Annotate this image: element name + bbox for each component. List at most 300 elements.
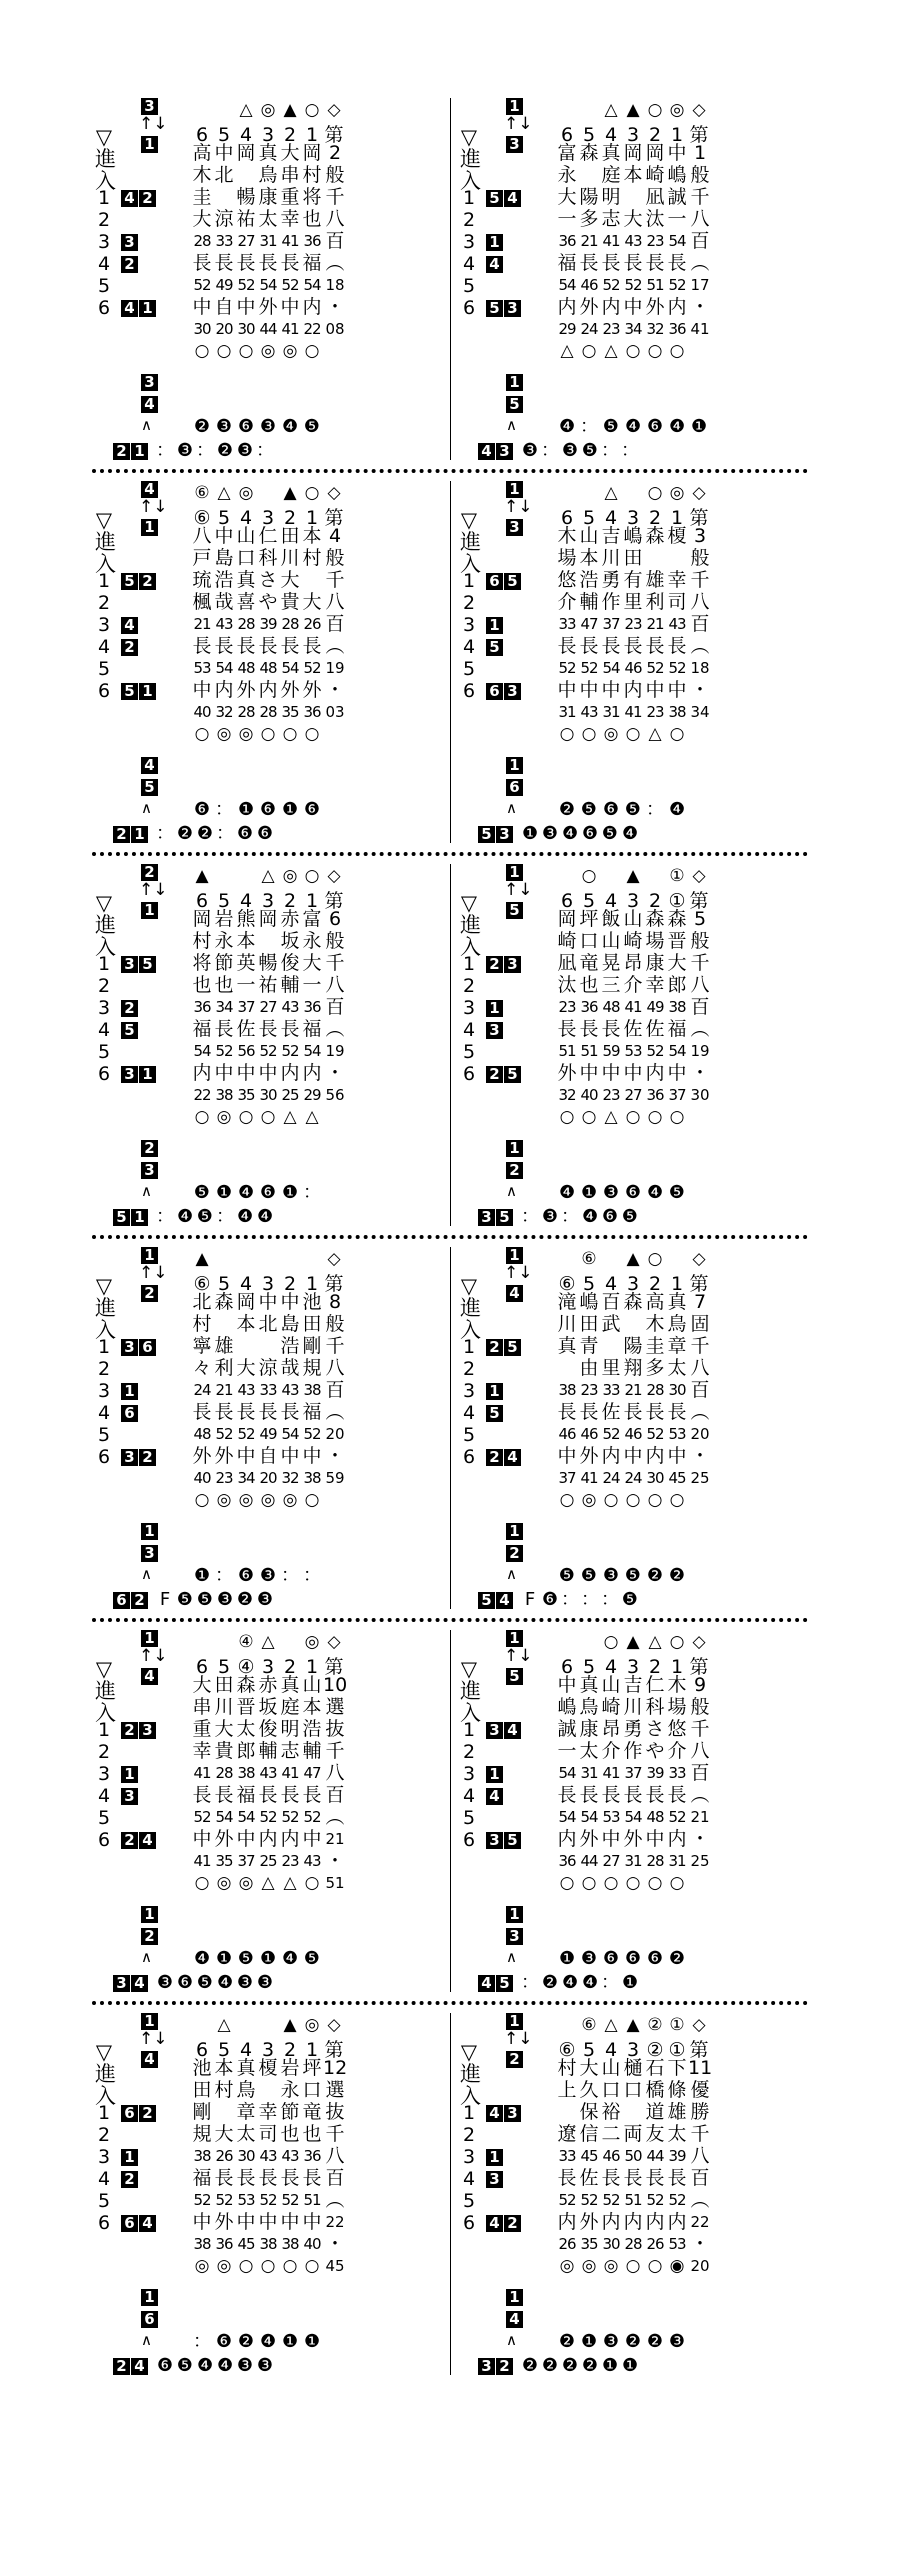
result-row bbox=[113, 823, 275, 845]
racer-names4: 一 bbox=[557, 208, 577, 230]
shinnyu-label: 入 bbox=[95, 2084, 116, 2108]
lane-number: 4 bbox=[604, 890, 618, 912]
race-row bbox=[95, 1247, 805, 1630]
racer-preds: ◎ bbox=[238, 1873, 254, 1893]
race-row bbox=[95, 2013, 805, 2396]
racer-preds: ○ bbox=[304, 2256, 320, 2276]
prediction-mark: ⑥ bbox=[194, 483, 210, 503]
racer-names3: 陽 bbox=[579, 186, 599, 208]
finish-order-row bbox=[556, 2331, 688, 2353]
start-boxes bbox=[486, 1830, 522, 1849]
start-box: 3 bbox=[121, 1449, 138, 1466]
racer-course: 中 bbox=[645, 1828, 665, 1850]
position-number: 1 bbox=[97, 570, 111, 592]
racer-grade: 長 bbox=[667, 252, 687, 274]
dot: ・ bbox=[690, 1445, 710, 1467]
prediction-mark: ◇ bbox=[692, 100, 706, 120]
result-box: 3 bbox=[496, 826, 513, 843]
racer-names1: 大 bbox=[579, 2057, 599, 2079]
top-box: 1 bbox=[141, 1247, 158, 1264]
start-boxes bbox=[121, 2169, 139, 2188]
racer-preds: ○ bbox=[559, 1107, 575, 1127]
prediction-mark: ◇ bbox=[327, 2015, 341, 2035]
racer-grade: 長 bbox=[623, 635, 643, 657]
start-boxes bbox=[121, 637, 139, 656]
racer-grade: 佐 bbox=[579, 2167, 599, 2189]
distance-sen: 千 bbox=[690, 186, 710, 208]
racer-column bbox=[191, 908, 213, 1128]
result-mark: ： bbox=[216, 1206, 234, 1227]
racer-names4: 翔 bbox=[623, 1357, 643, 1379]
result-tail bbox=[155, 440, 275, 461]
result-mark: ❹ bbox=[561, 823, 579, 844]
position-number: 5 bbox=[462, 1424, 476, 1446]
racer-names2: 久 bbox=[579, 2079, 599, 2101]
racer-st2: 52 bbox=[237, 276, 255, 294]
racer-st1: 43 bbox=[259, 2147, 277, 2165]
start-box: 6 bbox=[486, 573, 503, 590]
racer-st2: 54 bbox=[215, 1808, 233, 1826]
arrow-box: 4 bbox=[506, 1285, 523, 1302]
racer-names4: 大 bbox=[236, 1357, 256, 1379]
racer-st2: 52 bbox=[646, 659, 664, 677]
racer-st1: 49 bbox=[646, 998, 664, 1016]
racer-st3: 28 bbox=[259, 703, 277, 721]
lane-number: 3 bbox=[626, 1273, 640, 1295]
race-type: 優 bbox=[690, 2079, 710, 2101]
racer-st3: 31 bbox=[668, 1852, 686, 1870]
top-box: 1 bbox=[506, 481, 523, 498]
racer-st1: 41 bbox=[624, 998, 642, 1016]
racer-st1: 28 bbox=[281, 615, 299, 633]
racer-names3: 琉 bbox=[192, 569, 212, 591]
racer-names1: 中 bbox=[557, 1674, 577, 1696]
racer-st3: 53 bbox=[668, 2235, 686, 2253]
racer-course: 中 bbox=[192, 679, 212, 701]
caret-mark: ∧ bbox=[506, 799, 517, 817]
prediction-mark: ◎ bbox=[304, 1632, 320, 1652]
race-type: 般 bbox=[690, 930, 710, 952]
racer-names2: 永 bbox=[302, 930, 322, 952]
racer-grade: 長 bbox=[579, 1018, 599, 1040]
start-boxes bbox=[486, 2213, 522, 2232]
shinnyu-label: ▽ bbox=[460, 1274, 478, 1298]
racer-names4: 利 bbox=[214, 1357, 234, 1379]
result-box: 3 bbox=[478, 2358, 495, 2375]
position-number: 1 bbox=[97, 1336, 111, 1358]
racer-names1: 真 bbox=[579, 1674, 599, 1696]
start-box: 1 bbox=[121, 1383, 138, 1400]
racer-names2: 場 bbox=[667, 1696, 687, 1718]
racer-course: 内 bbox=[280, 1062, 300, 1084]
paren-top: ︵ bbox=[690, 1784, 710, 1806]
race-prefix: 第 bbox=[324, 124, 344, 146]
paren-top: ︵ bbox=[325, 1806, 345, 1828]
racer-names2: 鳥 bbox=[667, 1313, 687, 1335]
position-number: 3 bbox=[97, 2146, 111, 2168]
shinnyu-label: 進 bbox=[460, 147, 481, 171]
caret-mark: ∧ bbox=[506, 1948, 517, 1966]
racer-column bbox=[556, 1674, 578, 1894]
finish-order: ❸ bbox=[215, 416, 233, 437]
lane-number: 4 bbox=[239, 507, 253, 529]
racer-course: 内 bbox=[667, 2211, 687, 2233]
top-box: 2 bbox=[141, 864, 158, 881]
racer-names3: 有 bbox=[623, 569, 643, 591]
shinnyu-label: ▽ bbox=[95, 125, 113, 149]
racer-st1: 43 bbox=[281, 1381, 299, 1399]
start-box: 2 bbox=[486, 1339, 503, 1356]
lane-number: 6 bbox=[195, 124, 209, 146]
racer-st3: 28 bbox=[646, 1852, 664, 1870]
finish-order-row bbox=[556, 1182, 688, 1204]
racer-st3: 23 bbox=[281, 1852, 299, 1870]
finish-order-row bbox=[191, 1948, 323, 1970]
race-info-column bbox=[688, 525, 712, 723]
racer-names2: 橋 bbox=[645, 2079, 665, 2101]
dotted-separator bbox=[92, 1618, 808, 1622]
finish-order-row bbox=[191, 416, 323, 438]
racer-column bbox=[578, 525, 600, 745]
race-number: 12 bbox=[323, 2057, 348, 2079]
racer-names1: 嶋 bbox=[579, 1291, 599, 1313]
result-mark: ❺ bbox=[196, 1589, 214, 1610]
position-number: 4 bbox=[462, 1785, 476, 1807]
result-box: 5 bbox=[496, 1975, 513, 1992]
finish-order: ❷ bbox=[668, 1565, 686, 1586]
prediction-mark: ◎ bbox=[282, 866, 298, 886]
racer-names4: 也 bbox=[302, 208, 322, 230]
dot: ・ bbox=[325, 679, 345, 701]
racer-names3: 悠 bbox=[557, 569, 577, 591]
result-mark: F bbox=[524, 1589, 536, 1610]
finish-order: ❶ bbox=[558, 1948, 576, 1969]
racer-st1: 54 bbox=[668, 232, 686, 250]
racer-st3: 25 bbox=[281, 1086, 299, 1104]
racer-names1: 山 bbox=[601, 1674, 621, 1696]
racer-grade: 福 bbox=[667, 1018, 687, 1040]
distance-hachi: 八 bbox=[325, 1762, 345, 1784]
racer-grade: 長 bbox=[236, 635, 256, 657]
racer-names4: 志 bbox=[280, 1740, 300, 1762]
position-number: 2 bbox=[97, 975, 111, 997]
prediction-mark: ◇ bbox=[327, 1632, 341, 1652]
finish-order-row bbox=[556, 416, 710, 438]
start-box: 4 bbox=[121, 617, 138, 634]
result-box: 2 bbox=[113, 443, 130, 460]
below-box: 1 bbox=[506, 1523, 523, 1540]
racer-st3: 27 bbox=[602, 1852, 620, 1870]
racer-names4: 多 bbox=[645, 1357, 665, 1379]
race-prefix: 第 bbox=[689, 507, 709, 529]
racer-names2: 田 bbox=[302, 1313, 322, 1335]
start-box: 2 bbox=[121, 1000, 138, 1017]
racer-column bbox=[578, 1674, 600, 1894]
racer-names2: 鳥 bbox=[236, 2079, 256, 2101]
paren-top: ︵ bbox=[325, 1401, 345, 1423]
racer-course: 内 bbox=[623, 2211, 643, 2233]
racer-grade: 福 bbox=[236, 1784, 256, 1806]
result-box: 6 bbox=[113, 1592, 130, 1609]
racer-preds: ◉ bbox=[669, 2256, 685, 2276]
start-box: 5 bbox=[121, 1022, 138, 1039]
racer-st3: 31 bbox=[624, 1852, 642, 1870]
racer-grade: 長 bbox=[645, 635, 665, 657]
position-number: 3 bbox=[97, 231, 111, 253]
racer-st3: 38 bbox=[668, 703, 686, 721]
paren-top: ︵ bbox=[325, 1018, 345, 1040]
racer-st2: 52 bbox=[558, 659, 576, 677]
racer-st2: 53 bbox=[237, 2191, 255, 2209]
racer-preds: ◎ bbox=[581, 2256, 597, 2276]
shinnyu-label: ▽ bbox=[460, 891, 478, 915]
racer-column bbox=[622, 1291, 644, 1511]
result-box: 2 bbox=[113, 2358, 130, 2375]
shinnyu-label: ▽ bbox=[460, 2040, 478, 2064]
racer-preds: ○ bbox=[647, 1490, 663, 1510]
result-mark: ： bbox=[216, 823, 234, 844]
racer-names3: 圭 bbox=[192, 186, 212, 208]
racer-st2: 52 bbox=[580, 659, 598, 677]
racer-grade: 長 bbox=[623, 1784, 643, 1806]
lane-number: 4 bbox=[239, 2039, 253, 2061]
racer-names4: 司 bbox=[667, 591, 687, 613]
distance-hachi: 八 bbox=[690, 974, 710, 996]
racer-st3: 22 bbox=[193, 1086, 211, 1104]
racer-names1: 森 bbox=[579, 142, 599, 164]
lane-number: 3 bbox=[261, 1656, 275, 1678]
start-boxes bbox=[121, 998, 139, 1017]
racer-names4: や bbox=[645, 1740, 665, 1762]
racer-names4: 友 bbox=[645, 2123, 665, 2145]
racer-names3: 昂 bbox=[623, 952, 643, 974]
racer-names1: 森 bbox=[236, 1674, 256, 1696]
result-row bbox=[478, 1589, 640, 1611]
racer-preds: ○ bbox=[282, 724, 298, 744]
distance-hachi: 八 bbox=[325, 2145, 345, 2167]
racer-preds: ○ bbox=[282, 2256, 298, 2276]
racer-grade: 長 bbox=[579, 635, 599, 657]
result-box: 5 bbox=[113, 1209, 130, 1226]
result-mark: ❶ bbox=[521, 823, 539, 844]
racer-column bbox=[279, 1291, 301, 1511]
racer-grade: 長 bbox=[623, 1401, 643, 1423]
racer-names2: 坂 bbox=[280, 930, 300, 952]
racer-names3: 勇 bbox=[623, 1718, 643, 1740]
racer-st3: 35 bbox=[215, 1852, 233, 1870]
prediction-mark: ◇ bbox=[327, 100, 341, 120]
racer-names4: 貴 bbox=[214, 1740, 234, 1762]
lane-number: 4 bbox=[239, 890, 253, 912]
racer-names3: 真 bbox=[236, 569, 256, 591]
shinnyu-label: 入 bbox=[95, 1701, 116, 1725]
racer-names3: 雄 bbox=[645, 569, 665, 591]
racer-names4: 介 bbox=[623, 974, 643, 996]
racer-st2: 54 bbox=[281, 1425, 299, 1443]
racer-names4: 一 bbox=[302, 974, 322, 996]
racer-preds: ○ bbox=[559, 1490, 575, 1510]
racer-preds: ○ bbox=[625, 2256, 641, 2276]
racer-names4: 太 bbox=[667, 2123, 687, 2145]
prediction-mark: ○ bbox=[647, 483, 663, 503]
racer-st1: 41 bbox=[602, 232, 620, 250]
shinnyu-label: 入 bbox=[460, 2084, 481, 2108]
racer-course: 外 bbox=[214, 1828, 234, 1850]
finish-order: ❺ bbox=[303, 416, 321, 437]
racer-column bbox=[666, 2057, 688, 2277]
racer-preds: ○ bbox=[216, 341, 232, 361]
start-box: 3 bbox=[121, 1339, 138, 1356]
racer-st1: 38 bbox=[303, 1381, 321, 1399]
racer-names4 bbox=[556, 1357, 578, 1379]
racer-names1: 森 bbox=[667, 908, 687, 930]
column-divider bbox=[450, 1630, 451, 1992]
racer-grade: 長 bbox=[192, 252, 212, 274]
race-info-column bbox=[688, 1291, 712, 1489]
racer-column bbox=[644, 1674, 666, 1894]
top-box: 1 bbox=[506, 98, 523, 115]
finish-order: ❸ bbox=[602, 1565, 620, 1586]
result-mark: ❸ bbox=[236, 440, 254, 461]
racer-names3: 裕 bbox=[601, 2101, 621, 2123]
racer-preds: △ bbox=[604, 1107, 618, 1127]
result-tail bbox=[155, 1206, 275, 1227]
racer-st3: 30 bbox=[193, 320, 211, 338]
racer-st2: 51 bbox=[558, 1042, 576, 1060]
race-count: 22 bbox=[690, 2213, 710, 2231]
racer-st3: 32 bbox=[215, 703, 233, 721]
racer-st2: 52 bbox=[281, 276, 299, 294]
racer-st1: 39 bbox=[668, 2147, 686, 2165]
prediction-mark: ◇ bbox=[692, 866, 706, 886]
racer-st3: 35 bbox=[237, 1086, 255, 1104]
racer-names2: 串 bbox=[192, 1696, 212, 1718]
racer-column bbox=[301, 142, 323, 362]
racer-st3: 40 bbox=[580, 1086, 598, 1104]
racer-names1: 高 bbox=[192, 142, 212, 164]
result-box: 5 bbox=[496, 1209, 513, 1226]
racer-names1: 本 bbox=[214, 2057, 234, 2079]
racer-column bbox=[257, 142, 279, 362]
shinnyu-label: 入 bbox=[460, 1318, 481, 1342]
racer-st3: 20 bbox=[259, 1469, 277, 1487]
racer-names4: 喜 bbox=[236, 591, 256, 613]
race-type: 抜 bbox=[325, 2101, 345, 2123]
racer-names3: 浩 bbox=[579, 569, 599, 591]
prediction-marks-row bbox=[191, 100, 345, 120]
result-mark: ❸ bbox=[256, 1972, 274, 1993]
distance-hyaku: 百 bbox=[690, 1379, 710, 1401]
racer-st1: 43 bbox=[215, 615, 233, 633]
below-box: 2 bbox=[141, 1140, 158, 1157]
racer-names1: 中 bbox=[667, 142, 687, 164]
racer-names2: 村 bbox=[192, 1313, 212, 1335]
racer-preds: ○ bbox=[194, 341, 210, 361]
below-box: 2 bbox=[506, 1162, 523, 1179]
position-number: 3 bbox=[97, 1380, 111, 1402]
racer-st2: 51 bbox=[646, 276, 664, 294]
position-number: 5 bbox=[97, 275, 111, 297]
finish-order: ❷ bbox=[558, 2331, 576, 2352]
prediction-mark: ▲ bbox=[283, 100, 297, 120]
arrow-box: 5 bbox=[506, 902, 523, 919]
racer-names3: 大 bbox=[302, 952, 322, 974]
racer-names3: 道 bbox=[645, 2101, 665, 2123]
racer-course: 中 bbox=[236, 1828, 256, 1850]
race-type: 般 bbox=[325, 164, 345, 186]
position-number: 2 bbox=[462, 209, 476, 231]
racer-st2: 52 bbox=[668, 2191, 686, 2209]
racer-st2: 52 bbox=[259, 2191, 277, 2209]
result-mark: ❷ bbox=[176, 823, 194, 844]
result-row bbox=[113, 2355, 275, 2377]
racer-st3: 35 bbox=[580, 2235, 598, 2253]
shinnyu-label: 入 bbox=[460, 1701, 481, 1725]
lane-number: 1 bbox=[305, 507, 319, 529]
racer-grade: 長 bbox=[258, 2167, 278, 2189]
racer-names1: 岡 bbox=[302, 142, 322, 164]
lane-number: 4 bbox=[239, 1273, 253, 1295]
shinnyu-label: 進 bbox=[95, 1296, 116, 1320]
position-number: 6 bbox=[462, 680, 476, 702]
racer-course: 中 bbox=[214, 1062, 234, 1084]
racer-st1: 26 bbox=[215, 2147, 233, 2165]
lane-number: 1 bbox=[305, 124, 319, 146]
below-box: 2 bbox=[506, 1545, 523, 1562]
lane-number: 6 bbox=[560, 124, 574, 146]
finish-order: ❹ bbox=[193, 1948, 211, 1969]
racer-st3: 24 bbox=[580, 320, 598, 338]
racer-names1: 山 bbox=[302, 1674, 322, 1696]
racer-names4: 太 bbox=[258, 208, 278, 230]
racer-course: 中 bbox=[192, 296, 212, 318]
race-prefix: 第 bbox=[324, 1656, 344, 1678]
lane-number: 2 bbox=[283, 124, 297, 146]
updown-arrow-icon: ↑↓ bbox=[139, 880, 168, 900]
result-row bbox=[113, 1972, 275, 1994]
racer-st3: 40 bbox=[303, 2235, 321, 2253]
position-number: 1 bbox=[97, 2102, 111, 2124]
racer-st1: 28 bbox=[215, 1764, 233, 1782]
racer-preds: △ bbox=[604, 341, 618, 361]
lane-number: 2 bbox=[648, 890, 662, 912]
race-type: 勝 bbox=[690, 2101, 710, 2123]
top-box: 1 bbox=[506, 1630, 523, 1647]
racer-st3: 34 bbox=[237, 1469, 255, 1487]
start-boxes bbox=[486, 232, 504, 251]
updown-arrow-icon: ↑↓ bbox=[139, 497, 168, 517]
race-count: 21 bbox=[690, 1808, 710, 1826]
racer-names2: 本 bbox=[236, 1313, 256, 1335]
start-box: 6 bbox=[486, 683, 503, 700]
lane-number: ① bbox=[668, 890, 686, 912]
lane-number: 5 bbox=[582, 1273, 596, 1295]
racer-grade: 長 bbox=[192, 1784, 212, 1806]
lane-number: 5 bbox=[217, 507, 231, 529]
start-boxes bbox=[486, 1764, 504, 1783]
start-box: 4 bbox=[139, 2215, 156, 2232]
racer-names3: 将 bbox=[302, 186, 322, 208]
racer-names3: 幸 bbox=[667, 569, 687, 591]
racer-column bbox=[213, 142, 235, 362]
racer-names3: 暢 bbox=[258, 952, 278, 974]
distance-hyaku: 百 bbox=[325, 996, 345, 1018]
racer-grade: 長 bbox=[667, 1401, 687, 1423]
racer-preds: ○ bbox=[669, 1490, 685, 1510]
racer-st3: 24 bbox=[602, 1469, 620, 1487]
lane-number: 3 bbox=[626, 124, 640, 146]
prediction-mark: ○ bbox=[603, 1632, 619, 1652]
